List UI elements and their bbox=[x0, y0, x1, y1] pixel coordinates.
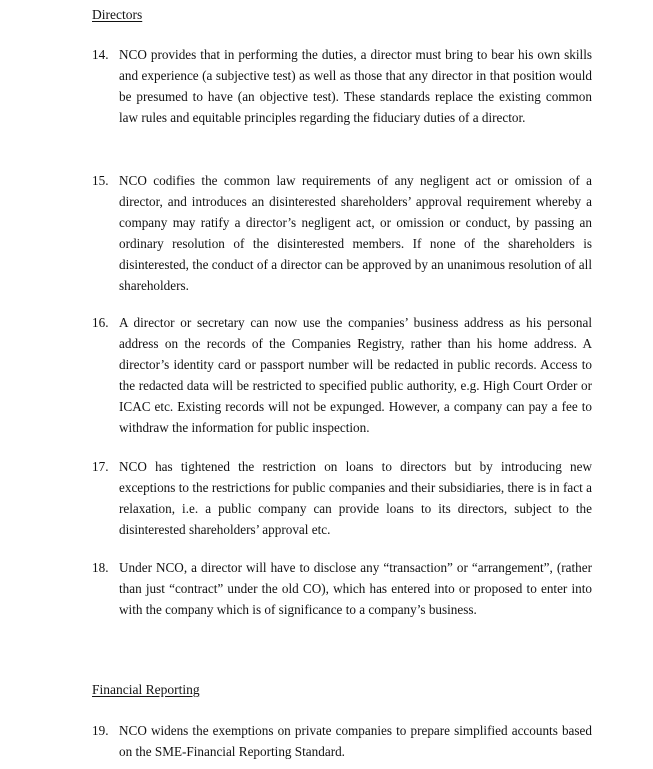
paragraph-number: 17. bbox=[92, 459, 109, 474]
paragraph-number: 15. bbox=[92, 173, 109, 188]
paragraph-18 bbox=[92, 557, 592, 620]
section-heading-directors: Directors bbox=[92, 7, 143, 22]
paragraph-text: NCO provides that in performing the duties, a director must bring to bear his own skills and experience (a subjective test) as well as those that any director in that position would be presumed to have (an objective test). These standards replace the existing common law rules and equitable principles regarding the fiduciary duties of a director. bbox=[119, 47, 592, 125]
paragraph-number: 19. bbox=[92, 723, 109, 738]
paragraph-16 bbox=[92, 312, 592, 438]
paragraph-15 bbox=[92, 170, 592, 296]
paragraph-text: A director or secretary can now use the companies’ business address as his personal address on the records of the Companies Registry, rather than his home address. A director’s identity card or passport number will be redacted in public records. Access to the redacted data will be restricted to specified public authority, e.g. High Court Order or ICAC etc. Existing records will not be expunged. However, a company can pay a fee to withdraw the information for public inspection. bbox=[119, 315, 592, 435]
paragraph-17 bbox=[92, 456, 592, 540]
paragraph-text: NCO widens the exemptions on private companies to prepare simplified accounts based on the SME-Financial Reporting Standard. bbox=[119, 723, 592, 759]
section-heading-financial-reporting: Financial Reporting bbox=[92, 682, 200, 697]
paragraph-number: 14. bbox=[92, 47, 109, 62]
paragraph-text: Under NCO, a director will have to disclose any “transaction” or “arrangement”, (rather than just “contract” under the old CO), which has entered into or proposed to enter into with the company which is of significance to a company’s business. bbox=[119, 560, 592, 617]
paragraph-text: NCO codifies the common law requirements of any negligent act or omission of a director, and introduces an disinterested shareholders’ approval requirement whereby a company may ratify a director’s negligent act, or omission or conduct, by passing an ordinary resolution of the disinterested members. If none of the shareholders is disinterested, the conduct of a director can be approved by an unanimous resolution of all shareholders. bbox=[119, 173, 592, 293]
paragraph-number: 18. bbox=[92, 560, 109, 575]
paragraph-text: NCO has tightened the restriction on loans to directors but by introducing new exceptions to the restrictions for public companies and their subsidiaries, there is in fact a relaxation, i.e. a public company can provide loans to its directors, subject to the disinterested shareholders’ approval etc. bbox=[119, 459, 592, 537]
paragraph-19 bbox=[92, 720, 592, 762]
paragraph-number: 16. bbox=[92, 315, 109, 330]
paragraph-14 bbox=[92, 44, 592, 128]
